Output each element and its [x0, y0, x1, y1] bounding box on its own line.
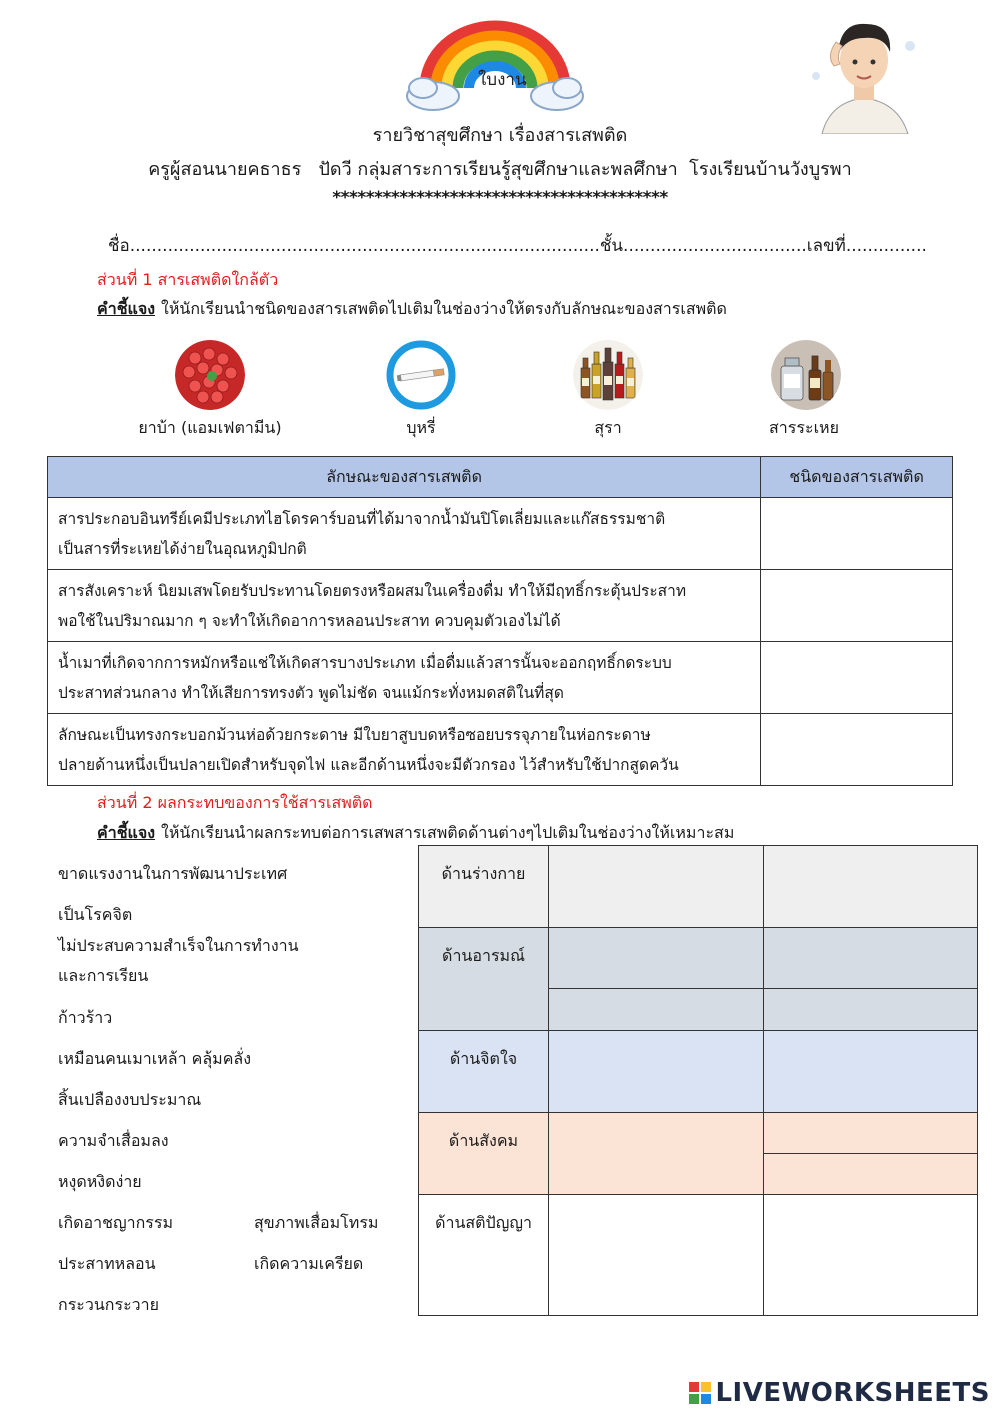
drop-zone[interactable]	[763, 1194, 978, 1316]
drop-zone[interactable]	[763, 1153, 978, 1195]
row-description: สารประกอบอินทรีย์เคมีประเภทไฮโดรคาร์บอนที่ได้มาจากน้ำมันปิโตเลี่ยมและแก๊สธรรมชาติ เป็นสารที่ระเหยได้ง่ายในอุณหภูมิปกติ	[48, 498, 761, 570]
instruction-label: คำชี้แจง	[97, 299, 156, 318]
drop-zone[interactable]	[548, 1112, 764, 1195]
section2-heading: ส่วนที่ 2 ผลกระทบของการใช้สารเสพติด	[97, 793, 373, 812]
drop-zone[interactable]	[548, 845, 764, 928]
characteristics-table	[47, 456, 953, 786]
word-item[interactable]: เกิดความเครียด	[254, 1254, 364, 1273]
category-mental-label: ด้านจิตใจ	[449, 1049, 518, 1068]
row-description: สารสังเคราะห์ นิยมเสพโดยรับประทานโดยตรงหรือผสมในเครื่องดื่ม ทำให้มีฤทธิ์กระตุ้นประสาท พอใช้ในปริมาณมาก ๆ จะทำให้เกิดอาการหลอนประสาท ควบคุมตัวเองไม่ได้	[48, 570, 761, 642]
drop-zone[interactable]	[763, 1112, 978, 1154]
word-item[interactable]: สิ้นเปลืองงบประมาณ	[58, 1090, 202, 1109]
word-item[interactable]: สุขภาพเสื่อมโทรม	[254, 1213, 379, 1232]
answer-box[interactable]	[761, 498, 953, 570]
word-item[interactable]: ก้าวร้าว	[58, 1008, 113, 1027]
word-item[interactable]: กระวนกระวาย	[58, 1295, 160, 1314]
category-emotional	[418, 927, 549, 1031]
word-item[interactable]: และการเรียน	[58, 966, 149, 985]
teacher-avatar	[800, 6, 928, 134]
section2-instruction	[97, 821, 734, 846]
caption-liquor: สุรา	[594, 418, 622, 437]
col-type-header: ชนิดของสารเสพติด	[761, 457, 953, 498]
table-row	[48, 570, 953, 642]
drop-zone[interactable]	[548, 988, 764, 1031]
category-emotional-label: ด้านอารมณ์	[442, 946, 525, 965]
drop-zone[interactable]	[763, 845, 978, 928]
category-physical-label: ด้านร่างกาย	[441, 864, 526, 883]
table-row	[48, 498, 953, 570]
col-description-header: ลักษณะของสารเสพติด	[48, 457, 761, 498]
liveworksheets-logo	[689, 1378, 990, 1408]
row-description: น้ำเมาที่เกิดจากการหมักหรือแช่ให้เกิดสารบางประเภท เมื่อดื่มแล้วสารนั้นจะออกฤทธิ์กดระบบ ประสาทส่วนกลาง ทำให้เสียการทรงตัว พูดไม่ชัด จนแม้กระทั่งหมดสติในที่สุด	[48, 642, 761, 714]
word-item[interactable]: หงุดหงิดง่าย	[58, 1172, 142, 1191]
drop-zone[interactable]	[763, 988, 978, 1031]
instruction-text: ให้นักเรียนนำผลกระทบต่อการเสพสารเสพติดด้านต่างๆไปเติมในช่องว่างให้เหมาะสม	[161, 823, 735, 842]
cigarette-icon	[386, 340, 456, 410]
instruction-label: คำชี้แจง	[97, 823, 156, 842]
word-item[interactable]: ความจำเสื่อมลง	[58, 1131, 169, 1150]
worksheet-title: ใบงาน	[478, 70, 527, 90]
answer-box[interactable]	[761, 570, 953, 642]
drop-zone[interactable]	[763, 1030, 978, 1113]
brand-text: LIVEWORKSHEETS	[715, 1378, 990, 1408]
answer-box[interactable]	[761, 642, 953, 714]
word-item[interactable]: เหมือนคนเมาเหล้า คลุ้มคลั่ง	[58, 1049, 252, 1068]
drop-zone[interactable]	[548, 1194, 764, 1316]
word-item[interactable]: ไม่ประสบความสำเร็จในการทำงาน	[58, 936, 299, 955]
amphetamine-pills-icon	[175, 340, 245, 410]
instruction-text: ให้นักเรียนนำชนิดของสารเสพติดไปเติมในช่องว่างให้ตรงกับลักษณะของสารเสพติด	[161, 299, 727, 318]
liveworksheets-logo-icon	[689, 1382, 711, 1404]
drop-zone[interactable]	[763, 927, 978, 989]
caption-solvent: สารระเหย	[769, 418, 839, 437]
category-social-label: ด้านสังคม	[448, 1131, 519, 1150]
caption-amphetamine: ยาบ้า (แอมเฟตามีน)	[138, 418, 282, 437]
word-item[interactable]: ประสาทหลอน	[58, 1254, 156, 1273]
teacher-line: ครูผู้สอนนายคธาธร ปัดวี กลุ่มสาระการเรียนรู้สุขศึกษาและพลศึกษา โรงเรียนบ้านวังบูรพา	[148, 159, 852, 180]
table-row	[48, 642, 953, 714]
row-description: ลักษณะเป็นทรงกระบอกม้วนห่อด้วยกระดาษ มีใบยาสูบบดหรือซอยบรรจุภายในห่อกระดาษ ปลายด้านหนึ่งเป็นปลายเปิดสำหรับจุดไฟ และอีกด้านหนึ่งจะมีตัวกรอง ไว้สำหรับใช้ปากสูดควัน	[48, 714, 761, 786]
separator-stars: ****************************************	[332, 188, 668, 208]
section1-heading: ส่วนที่ 1 สารเสพติดใกล้ตัว	[97, 270, 279, 289]
solvent-bottles-icon	[771, 340, 841, 410]
word-item[interactable]: เกิดอาชญากรรม	[58, 1213, 174, 1232]
drop-zone[interactable]	[548, 1030, 764, 1113]
section1-instruction	[97, 297, 727, 322]
caption-cigarette: บุหรี่	[406, 418, 436, 437]
liquor-bottles-icon	[573, 340, 643, 410]
word-item[interactable]: เป็นโรคจิต	[58, 905, 133, 924]
category-intellectual-label: ด้านสติปัญญา	[435, 1213, 532, 1232]
subject-line: รายวิชาสุขศึกษา เรื่องสารเสพติด	[372, 125, 628, 146]
answer-box[interactable]	[761, 714, 953, 786]
word-item[interactable]: ขาดแรงงานในการพัฒนาประเทศ	[58, 864, 288, 883]
table-row	[48, 714, 953, 786]
name-class-number-field[interactable]: ชื่อ.......................................................................................ชั้น..................................เลขที่...............	[108, 236, 927, 256]
drop-zone[interactable]	[548, 927, 764, 989]
